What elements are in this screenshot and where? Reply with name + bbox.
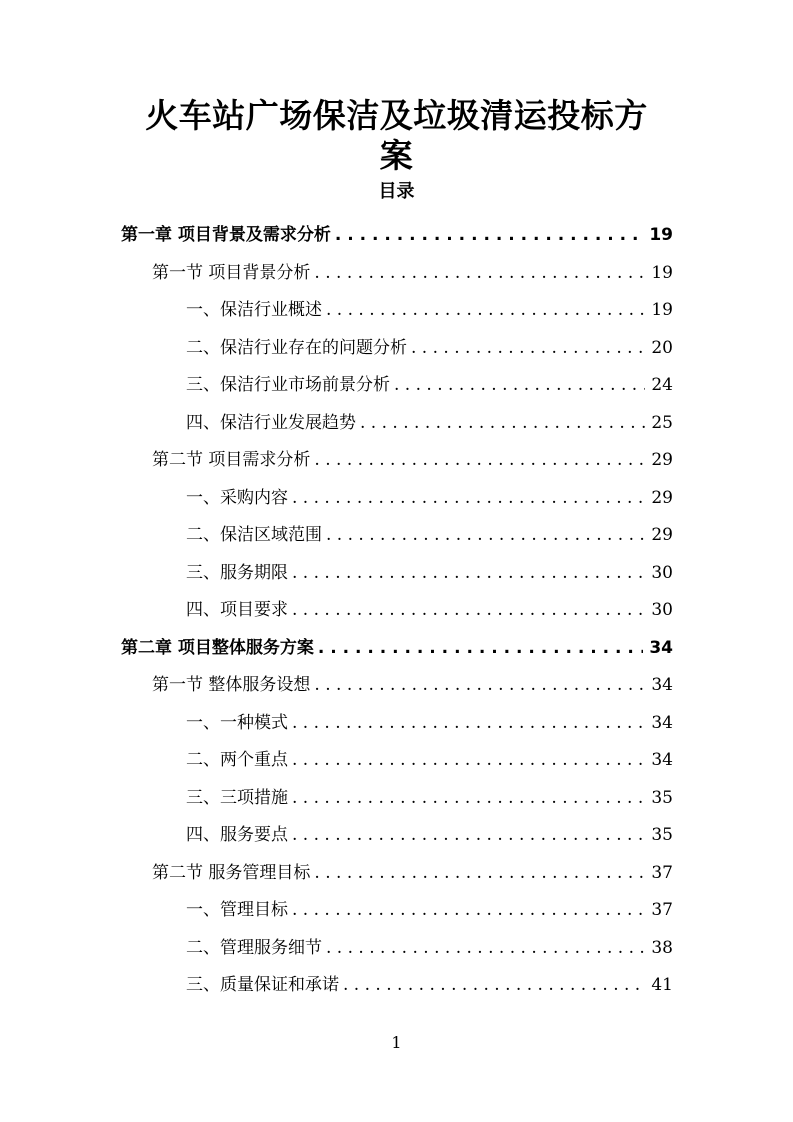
toc-entry-page: 30 <box>651 562 673 583</box>
toc-dot-leader <box>326 292 645 330</box>
toc-entry-page: 35 <box>651 787 673 808</box>
toc-subsection-entry[interactable] <box>121 817 673 855</box>
toc-entry-page: 29 <box>651 525 673 545</box>
toc-chapter-entry[interactable] <box>121 217 673 255</box>
toc-entry-label: 二、管理服务细节 <box>186 937 322 958</box>
toc-entry-page: 25 <box>651 412 673 433</box>
toc-entry-page: 19 <box>651 300 673 320</box>
toc-subsection-entry[interactable] <box>121 480 673 518</box>
toc-entry-label: 二、保洁区域范围 <box>186 525 322 545</box>
toc-subsection-entry[interactable] <box>121 405 673 443</box>
toc-entry-page: 34 <box>651 675 673 695</box>
document-title-line2: 案 <box>379 136 414 175</box>
toc-subsection-entry[interactable] <box>121 967 673 1005</box>
toc-entry-page: 37 <box>651 862 673 883</box>
toc-entry-label: 四、服务要点 <box>186 825 288 845</box>
toc-subsection-entry[interactable] <box>121 780 673 818</box>
toc-entry-page: 34 <box>649 637 673 658</box>
toc-dot-leader <box>292 705 645 743</box>
toc-entry-page: 35 <box>651 825 673 845</box>
toc-entry-label: 三、保洁行业市场前景分析 <box>186 375 390 395</box>
toc-entry-page: 29 <box>651 487 673 508</box>
toc-subsection-entry[interactable] <box>121 592 673 630</box>
toc-entry-page: 34 <box>651 750 673 770</box>
toc-entry-label: 一、保洁行业概述 <box>186 300 322 320</box>
toc-entry-page: 24 <box>651 375 673 395</box>
toc-entry-label: 第一节 整体服务设想 <box>152 675 311 695</box>
toc-entry-page: 19 <box>649 225 673 245</box>
toc-entry-label: 第二章 项目整体服务方案 <box>121 637 314 658</box>
toc-dot-leader <box>292 892 645 930</box>
toc-entry-label: 三、质量保证和承诺 <box>186 975 339 995</box>
table-of-contents <box>121 217 673 1005</box>
toc-entry-page: 37 <box>651 900 673 920</box>
toc-subsection-entry[interactable] <box>121 742 673 780</box>
toc-dot-leader <box>394 367 645 405</box>
toc-entry-page: 19 <box>651 262 673 283</box>
toc-subsection-entry[interactable] <box>121 705 673 743</box>
toc-entry-page: 29 <box>651 450 673 470</box>
toc-entry-label: 第一节 项目背景分析 <box>152 262 311 283</box>
toc-subsection-entry[interactable] <box>121 555 673 593</box>
toc-dot-leader <box>314 855 645 893</box>
toc-dot-leader <box>314 442 645 480</box>
toc-entry-label: 一、管理目标 <box>186 900 288 920</box>
toc-dot-leader <box>335 217 643 255</box>
toc-dot-leader <box>292 817 645 855</box>
toc-dot-leader <box>292 780 645 818</box>
toc-entry-label: 三、服务期限 <box>186 562 288 583</box>
toc-section-entry[interactable] <box>121 855 673 893</box>
toc-dot-leader <box>318 630 643 668</box>
toc-entry-page: 34 <box>651 712 673 733</box>
toc-dot-leader <box>292 480 645 518</box>
toc-subsection-entry[interactable] <box>121 517 673 555</box>
toc-dot-leader <box>326 930 645 968</box>
toc-dot-leader <box>411 330 645 368</box>
toc-subsection-entry[interactable] <box>121 330 673 368</box>
toc-entry-label: 第二节 项目需求分析 <box>152 450 311 470</box>
toc-dot-leader <box>292 555 645 593</box>
toc-chapter-entry[interactable] <box>121 630 673 668</box>
toc-dot-leader <box>326 517 645 555</box>
toc-entry-label: 四、保洁行业发展趋势 <box>186 412 356 433</box>
toc-entry-label: 第一章 项目背景及需求分析 <box>121 225 331 245</box>
toc-entry-label: 二、保洁行业存在的问题分析 <box>186 337 407 358</box>
toc-entry-page: 38 <box>651 937 673 958</box>
toc-dot-leader <box>292 742 645 780</box>
toc-section-entry[interactable] <box>121 667 673 705</box>
toc-entry-label: 三、三项措施 <box>186 787 288 808</box>
toc-section-entry[interactable] <box>121 442 673 480</box>
toc-entry-label: 第二节 服务管理目标 <box>152 862 311 883</box>
toc-subsection-entry[interactable] <box>121 292 673 330</box>
toc-subsection-entry[interactable] <box>121 367 673 405</box>
page-number: 1 <box>391 1033 402 1052</box>
toc-subsection-entry[interactable] <box>121 930 673 968</box>
toc-dot-leader <box>343 967 645 1005</box>
document-title-line1: 火车站广场保洁及垃圾清运投标方 <box>145 96 648 135</box>
toc-dot-leader <box>360 405 645 443</box>
toc-subsection-entry[interactable] <box>121 892 673 930</box>
toc-entry-label: 四、项目要求 <box>186 600 288 620</box>
toc-entry-page: 30 <box>651 600 673 620</box>
toc-dot-leader <box>314 667 645 705</box>
toc-entry-label: 一、采购内容 <box>186 487 288 508</box>
toc-entry-label: 一、一种模式 <box>186 712 288 733</box>
toc-entry-page: 41 <box>651 975 673 995</box>
toc-heading: 目录 <box>378 181 415 202</box>
toc-dot-leader <box>292 592 645 630</box>
toc-section-entry[interactable] <box>121 255 673 293</box>
toc-dot-leader <box>314 255 645 293</box>
toc-entry-label: 二、两个重点 <box>186 750 288 770</box>
toc-entry-page: 20 <box>651 337 673 358</box>
